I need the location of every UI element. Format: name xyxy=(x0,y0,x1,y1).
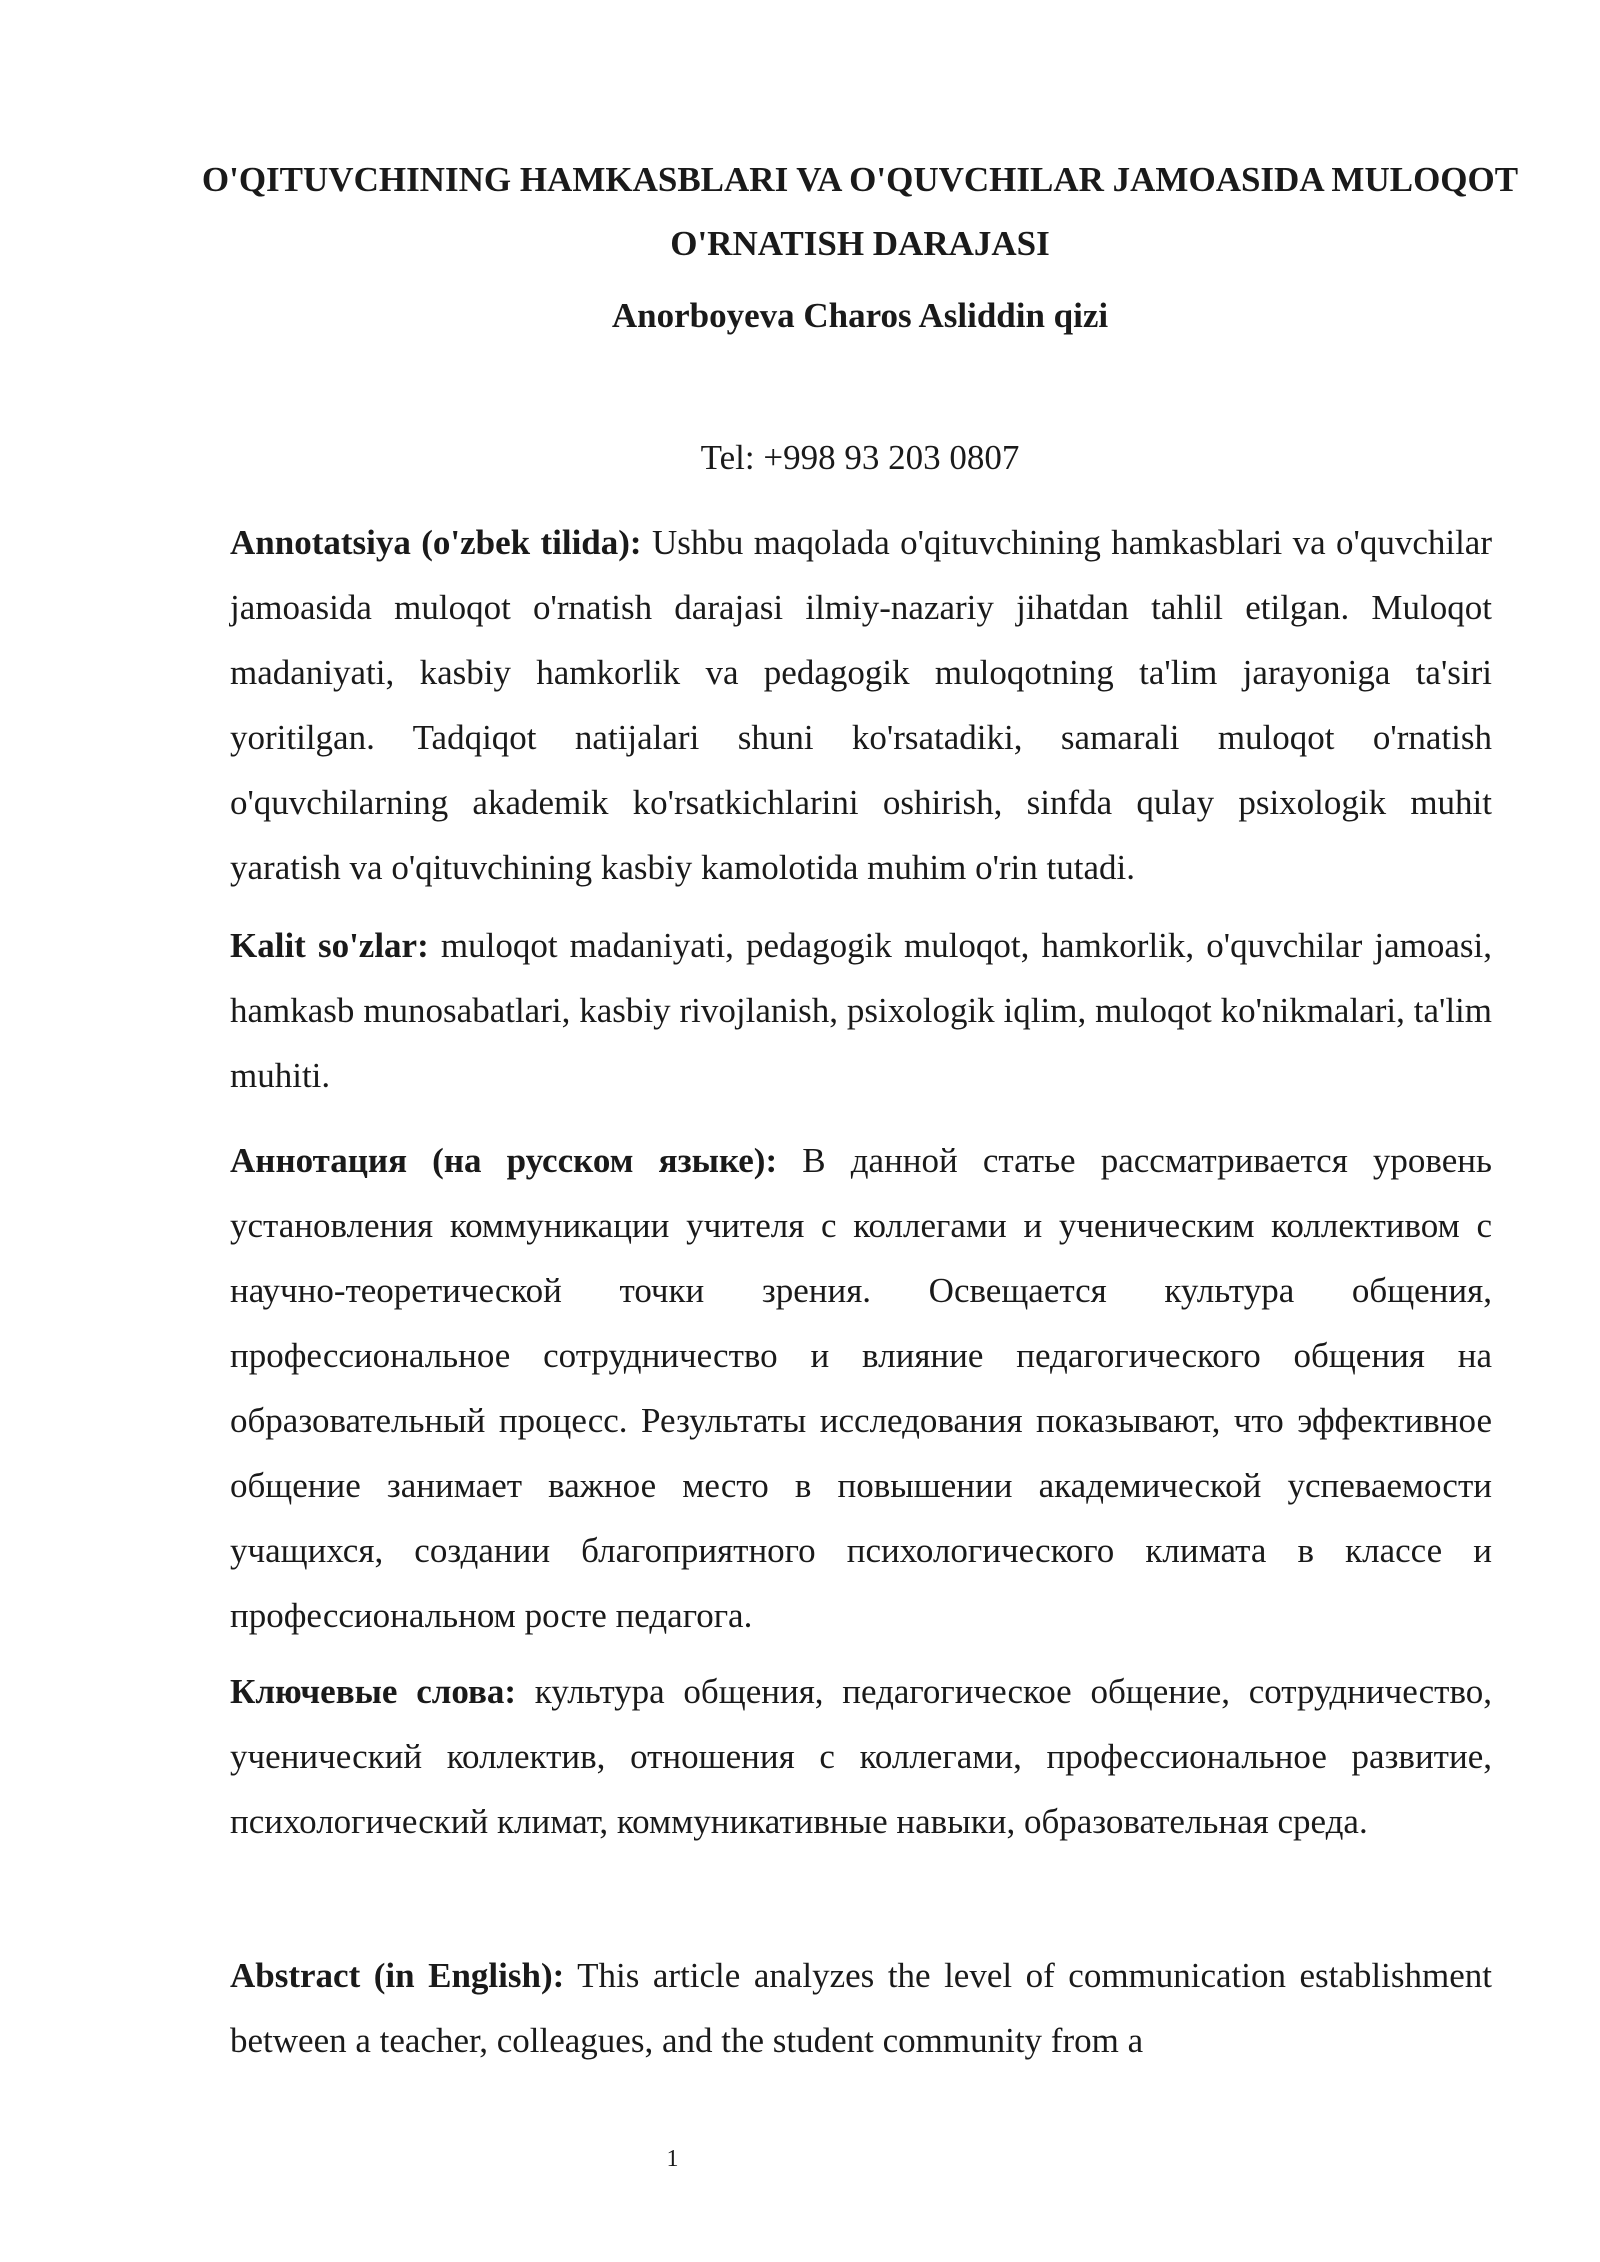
annotation-ru-label: Аннотация (на русском языке): xyxy=(230,1141,778,1180)
annotation-ru xyxy=(230,1128,1492,1648)
annotation-uz xyxy=(230,510,1492,900)
keywords-ru-text: культура общения, педагогическое общение, сотрудничество, ученический коллектив, отношения с коллегами, профессиональное развитие, психологический климат, коммуникативные навыки, образовательная среда. xyxy=(230,1672,1492,1841)
abstract-en-text: This article analyzes the level of communication establishment between a teacher, colleagues, and the student community from a xyxy=(230,1956,1492,2060)
abstract-en-label: Abstract (in English): xyxy=(230,1956,565,1995)
keywords-uz xyxy=(230,913,1492,1108)
author-name: Anorboyeva Charos Asliddin qizi xyxy=(611,296,1109,335)
keywords-uz-text: muloqot madaniyati, pedagogik muloqot, hamkorlik, o'quvchilar jamoasi, hamkasb munosabatlari, kasbiy rivojlanish, psixologik iqlim, muloqot ko'nikmalari, ta'lim muhiti. xyxy=(230,926,1492,1095)
page-number: 1 xyxy=(666,2146,679,2172)
annotation-uz-label: Annotatsiya (o'zbek tilida): xyxy=(230,523,642,562)
keywords-ru-label: Ключевые слова: xyxy=(230,1672,517,1711)
keywords-uz-label: Kalit so'zlar: xyxy=(230,926,429,965)
annotation-uz-text: Ushbu maqolada o'qituvchining hamkasblari va o'quvchilar jamoasida muloqot o'rnatish darajasi ilmiy-nazariy jihatdan tahlil etilgan. Muloqot madaniyati, kasbiy hamkorlik va pedagogik muloqotning ta'lim jarayoniga ta'siri yoritilgan. Tadqiqot natijalari shuni ko'rsatadiki, samarali muloqot o'rnatish o'quvchilarning akademik ko'rsatkichlarini oshirish, sinfda qulay psixologik muhit yaratish va o'qituvchining kasbiy kamolotida muhim o'rin tutadi. xyxy=(230,523,1492,887)
annotation-ru-text: В данной статье рассматривается уровень установления коммуникации учителя с коллегами и ученическим коллективом с научно-теоретической точки зрения. Освещается культура общения, профессиональное сотрудничество и влияние педагогического общения на образовательный процесс. Результаты исследования показывают, что эффективное общение занимает важное место в повышении академической успеваемости учащихся, создании благоприятного психологического климата в классе и профессиональном росте педагога. xyxy=(230,1141,1492,1635)
keywords-ru xyxy=(230,1659,1492,1854)
author-phone: Tel: +998 93 203 0807 xyxy=(700,438,1020,477)
article-title: O'QITUVCHINING HAMKASBLARI VA O'QUVCHILAR JAMOASIDA MULOQOT O'RNATISH DARAJASI xyxy=(201,160,1519,263)
abstract-en xyxy=(230,1943,1492,2073)
